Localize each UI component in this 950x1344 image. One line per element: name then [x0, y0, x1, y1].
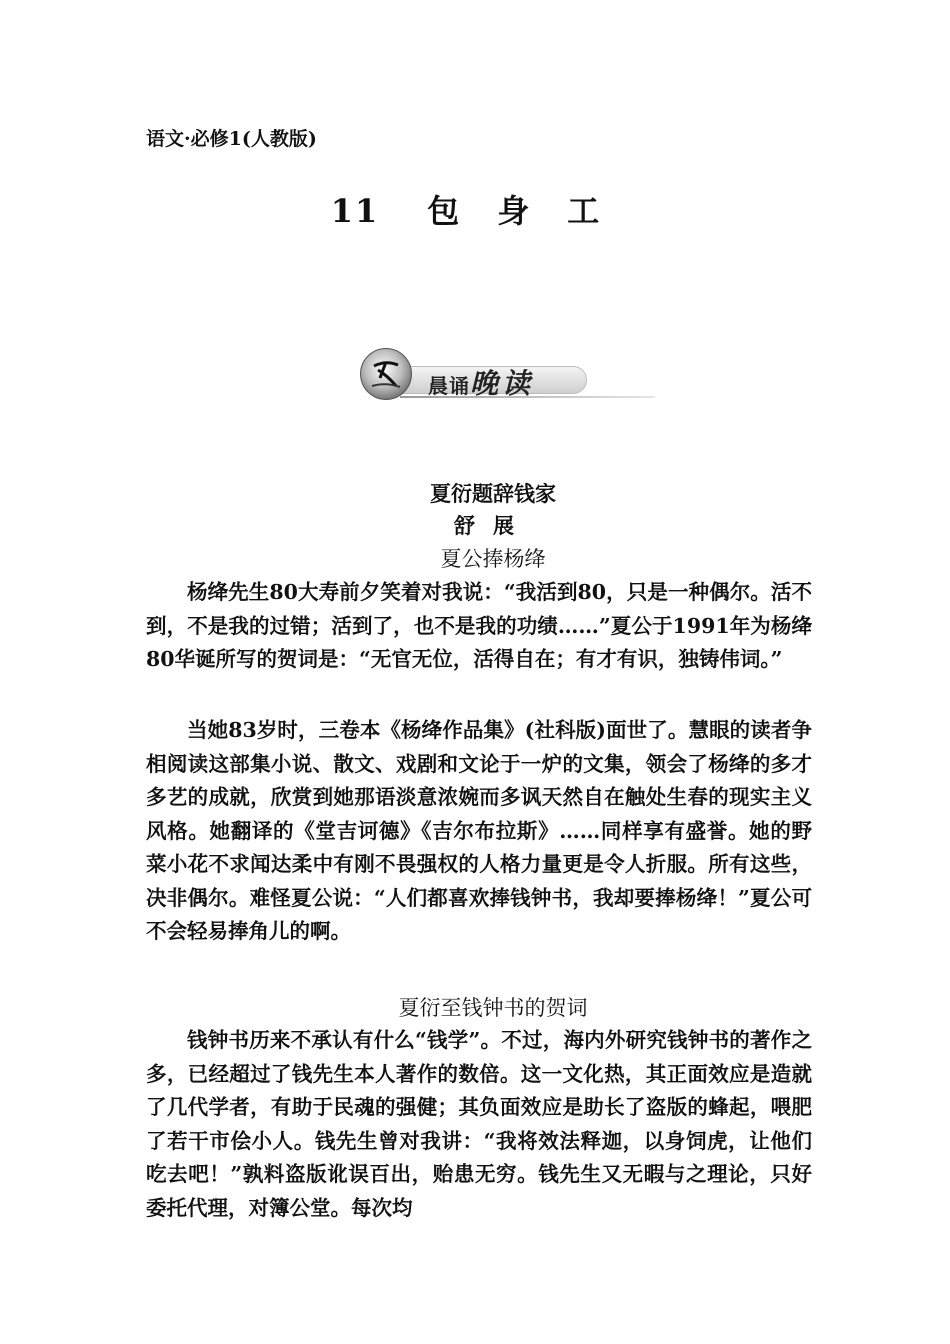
article-author: 舒展	[454, 513, 532, 538]
banner-label-small: 晨诵	[428, 374, 470, 398]
banner-label	[428, 362, 534, 402]
section-title: 夏衍至钱钟书的贺词	[398, 996, 588, 1020]
banner-label-large: 晚读	[470, 367, 535, 400]
paragraph: 当她83岁时，三卷本《杨绛作品集》(社科版)面世了。慧眼的读者争相阅读这部集小说、散文、戏剧和文论于一炉的文集，领会了杨绛的多才多艺的成就，欣赏到她那语淡意浓婉而多讽天然自在触处生春的现实主义风格。她翻译的《堂吉诃德》《吉尔布拉斯》……同样享有盛誉。她的野菜小花不求闻达柔中有刚不畏强权的人格力量更是令人折服。所有这些，决非偶尔。难怪夏公说：“人们都喜欢捧钱钟书，我却要捧杨绛！”夏公可不会轻易捧角儿的啊。	[146, 718, 812, 943]
article-title: 夏衍题辞钱家	[430, 482, 556, 506]
lesson-title-char: 包	[427, 192, 462, 230]
lesson-number: 11	[330, 192, 380, 230]
lesson-title	[0, 186, 950, 232]
lesson-title-char: 身	[497, 192, 532, 230]
paragraph: 杨绛先生80大寿前夕笑着对我说：“我活到80，只是一种偶尔。活不到，不是我的过错；活到了，也不是我的功绩……”夏公于1991年为杨绛80华诞所写的贺词是：“无官无位，活得自在；有才有识，独铸伟词。”	[146, 580, 812, 671]
lesson-title-char: 工	[567, 192, 602, 230]
book-header: 语文·必修1(人教版)	[146, 128, 317, 150]
calligraphy-medallion-icon	[360, 348, 412, 400]
section-banner	[360, 346, 660, 410]
paragraph: 钱钟书历来不承认有什么“钱学”。不过，海内外研究钱钟书的著作之多，已经超过了钱先生本人著作的数倍。这一文化热，其正面效应是造就了几代学者，有助于民魂的强健；其负面效应是助长了盗版的蜂起，喂肥了若干市侩小人。钱先生曾对我讲：“我将效法释迦，以身饲虎，让他们吃去吧！”孰料盗版讹误百出，贻患无穷。钱先生又无暇与之理论，只好委托代理，对簿公堂。每次均	[146, 1028, 812, 1220]
article-subtitle: 夏公捧杨绛	[440, 547, 546, 571]
